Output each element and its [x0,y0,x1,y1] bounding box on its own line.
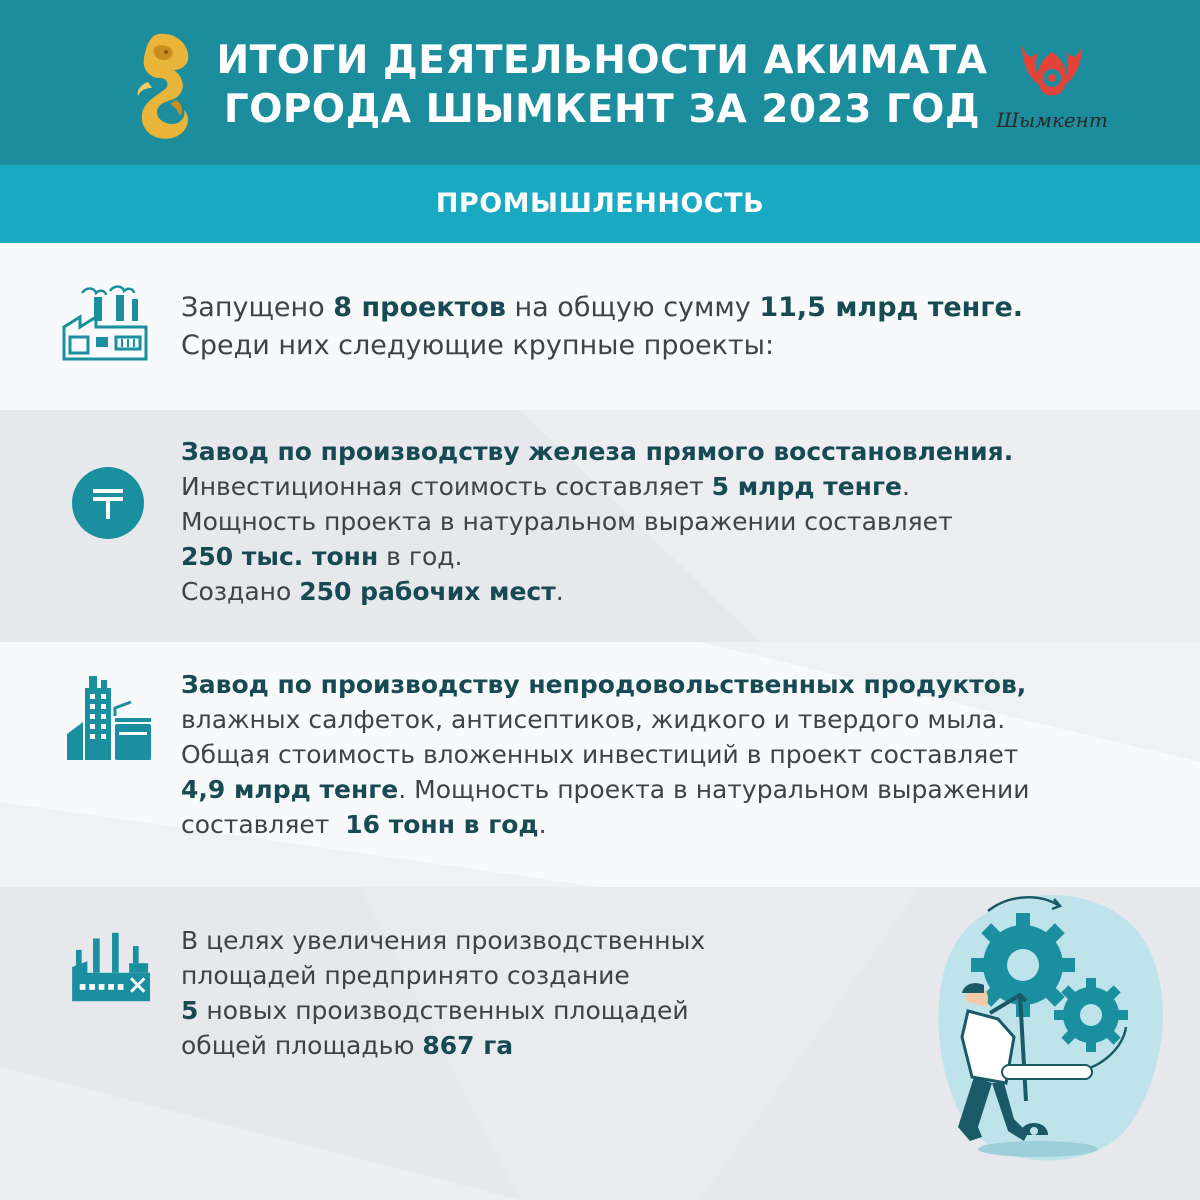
summary-text-part: на общую сумму [505,292,760,323]
nonfood-plant-band [0,642,1200,887]
nonfood-plant-line-5 [181,807,1029,842]
city-logo-text: Шымкент [996,108,1108,132]
nonfood-plant-heading [181,667,1029,702]
industrial-sites-line-1: В целях увеличения производственных [181,926,706,955]
title-line-1: ИТОГИ ДЕЯТЕЛЬНОСТИ АКИМАТА [216,38,988,83]
industrial-sites-line-4 [181,1028,705,1063]
industrial-sites-line-2: площадей предпринято создание [181,961,630,990]
iron-plant-jobs: 250 рабочих мест [299,577,556,606]
industrial-sites-band [0,887,1200,1200]
summary-text-part: Запущено [181,292,334,323]
header-banner [0,0,1200,165]
industrial-sites-text-part: новых производственных площадей [198,996,689,1025]
nonfood-plant-heading-text: Завод по производству непродовольственных продуктов, [181,670,1027,699]
iron-plant-text [181,434,1013,609]
section-title: ПРОМЫШЛЕННОСТЬ [435,188,765,219]
snow-leopard-emblem-icon [128,30,200,142]
industrial-plant-icon [70,929,156,1005]
page-title [212,36,992,134]
nonfood-plant-text-part: составляет [181,810,346,839]
iron-plant-text-part: в год. [378,542,463,571]
iron-plant-investment: 5 млрд тенге [711,472,902,501]
nonfood-plant-line-2: влажных салфеток, антисептиков, жидкого и твердого мыла. [181,705,1006,734]
title-line-2: ГОРОДА ШЫМКЕНТ ЗА 2023 ГОД [223,87,981,132]
tenge-icon [72,467,144,539]
nonfood-plant-line-3: Общая стоимость вложенных инвестиций в проект составляет [181,740,1019,769]
summary-text [181,289,1023,365]
iron-plant-line-4 [181,539,1013,574]
nonfood-plant-text-part: . Мощность проекта в натуральном выражении [398,775,1030,804]
summary-band [0,243,1200,410]
nonfood-plant-text [181,667,1029,842]
industrial-sites-line-3 [181,993,705,1028]
nonfood-plant-line-4 [181,772,1029,807]
iron-plant-text-part: . [555,577,564,606]
iron-plant-line-2 [181,469,1013,504]
iron-plant-band [0,410,1200,642]
nonfood-plant-investment: 4,9 млрд тенге [181,775,399,804]
total-area: 867 га [422,1031,514,1060]
iron-plant-heading-text: Завод по производству железа прямого восстановления. [181,437,1014,466]
iron-plant-text-part: . [901,472,910,501]
tulip-logo-icon [992,38,1112,110]
iron-plant-text-part: Создано [181,577,300,606]
buildings-icon [63,672,153,762]
shymkent-city-logo [992,38,1112,138]
section-banner [0,165,1200,243]
iron-plant-heading [181,434,1013,469]
nonfood-plant-text-part: . [538,810,547,839]
iron-plant-line-5 [181,574,1013,609]
new-sites-count: 5 [181,996,199,1025]
summary-line-2: Среди них следующие крупные проекты: [181,330,775,361]
total-amount: 11,5 млрд тенге. [759,292,1024,323]
factory-icon [60,283,150,363]
summary-line-1 [181,289,1023,327]
industrial-sites-text [181,923,705,1063]
iron-plant-capacity: 250 тыс. тонн [181,542,379,571]
projects-count: 8 проектов [333,292,506,323]
nonfood-plant-capacity: 16 тонн в год [345,810,539,839]
iron-plant-line-3: Мощность проекта в натуральном выражении составляет [181,507,953,536]
iron-plant-text-part: Инвестиционная стоимость составляет [181,472,712,501]
worker-gears-illustration [928,887,1168,1177]
industrial-sites-text-part: общей площадью [181,1031,423,1060]
